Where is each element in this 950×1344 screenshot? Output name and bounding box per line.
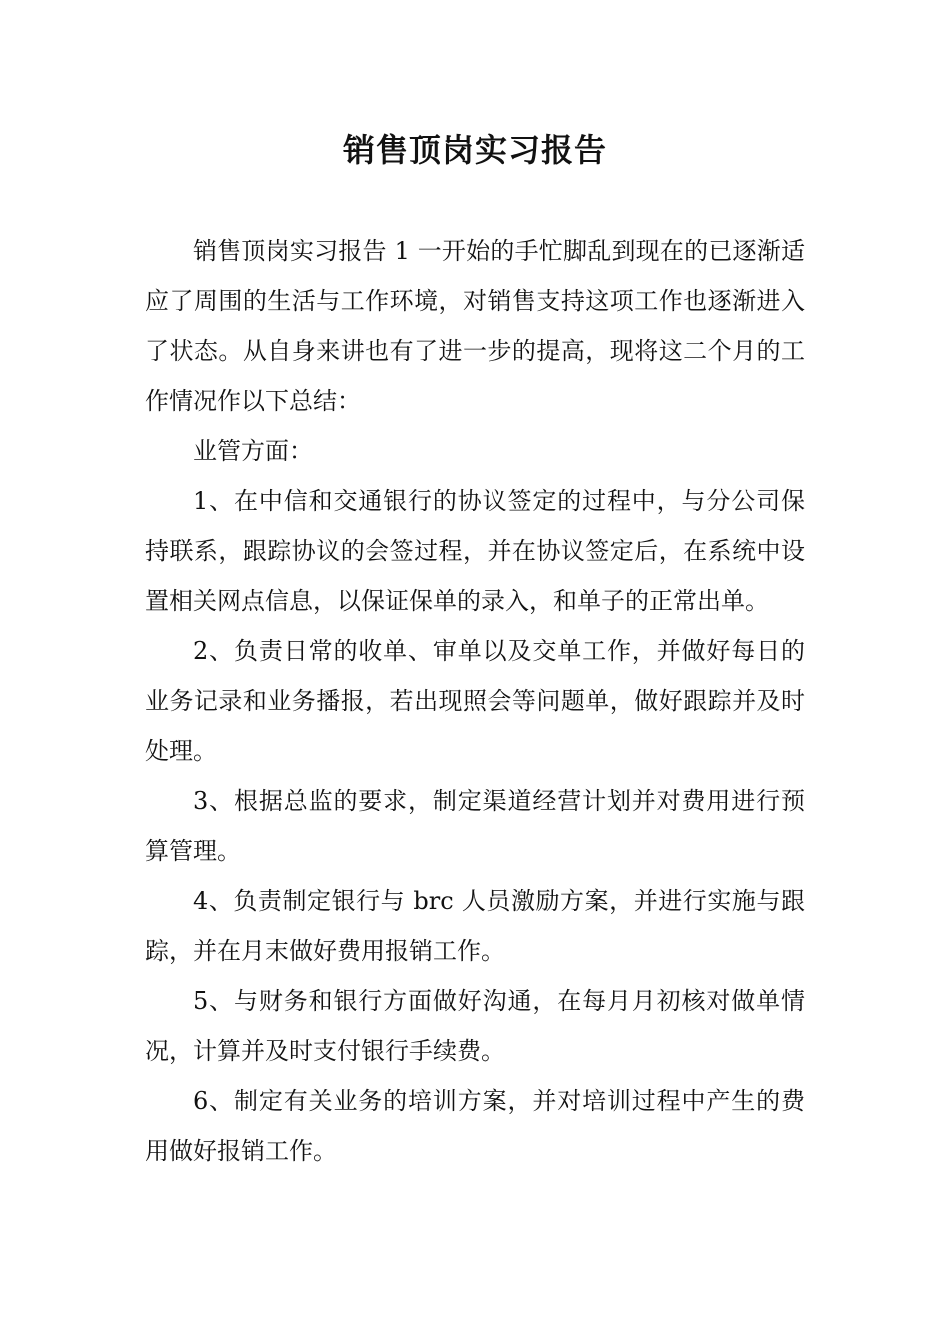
paragraph-section-heading: 业管方面：	[193, 437, 313, 465]
paragraph-item-4: 4、负责制定银行与 brc 人员激励方案，并进行实施与跟踪，并在月末做好费用报销工作。	[145, 887, 805, 965]
paragraph-item-5: 5、与财务和银行方面做好沟通，在每月月初核对做单情况，计算并及时支付银行手续费。	[145, 987, 805, 1065]
document-body	[145, 226, 805, 1176]
paragraph-intro: 销售顶岗实习报告 1 一开始的手忙脚乱到现在的已逐渐适应了周围的生活与工作环境，对销售支持这项工作也逐渐进入了状态。从自身来讲也有了进一步的提高，现将这二个月的工作情况作以下总结：	[145, 237, 805, 415]
paragraph-item-2: 2、负责日常的收单、审单以及交单工作，并做好每日的业务记录和业务播报，若出现照会等问题单，做好跟踪并及时处理。	[145, 637, 805, 765]
document-title: 销售顶岗实习报告	[342, 131, 607, 169]
paragraph-item-3: 3、根据总监的要求，制定渠道经营计划并对费用进行预算管理。	[145, 787, 805, 865]
paragraph-item-1: 1、在中信和交通银行的协议签定的过程中，与分公司保持联系，跟踪协议的会签过程，并在协议签定后，在系统中设置相关网点信息，以保证保单的录入，和单子的正常出单。	[145, 487, 805, 615]
paragraph-item-6: 6、制定有关业务的培训方案，并对培训过程中产生的费用做好报销工作。	[145, 1087, 805, 1165]
